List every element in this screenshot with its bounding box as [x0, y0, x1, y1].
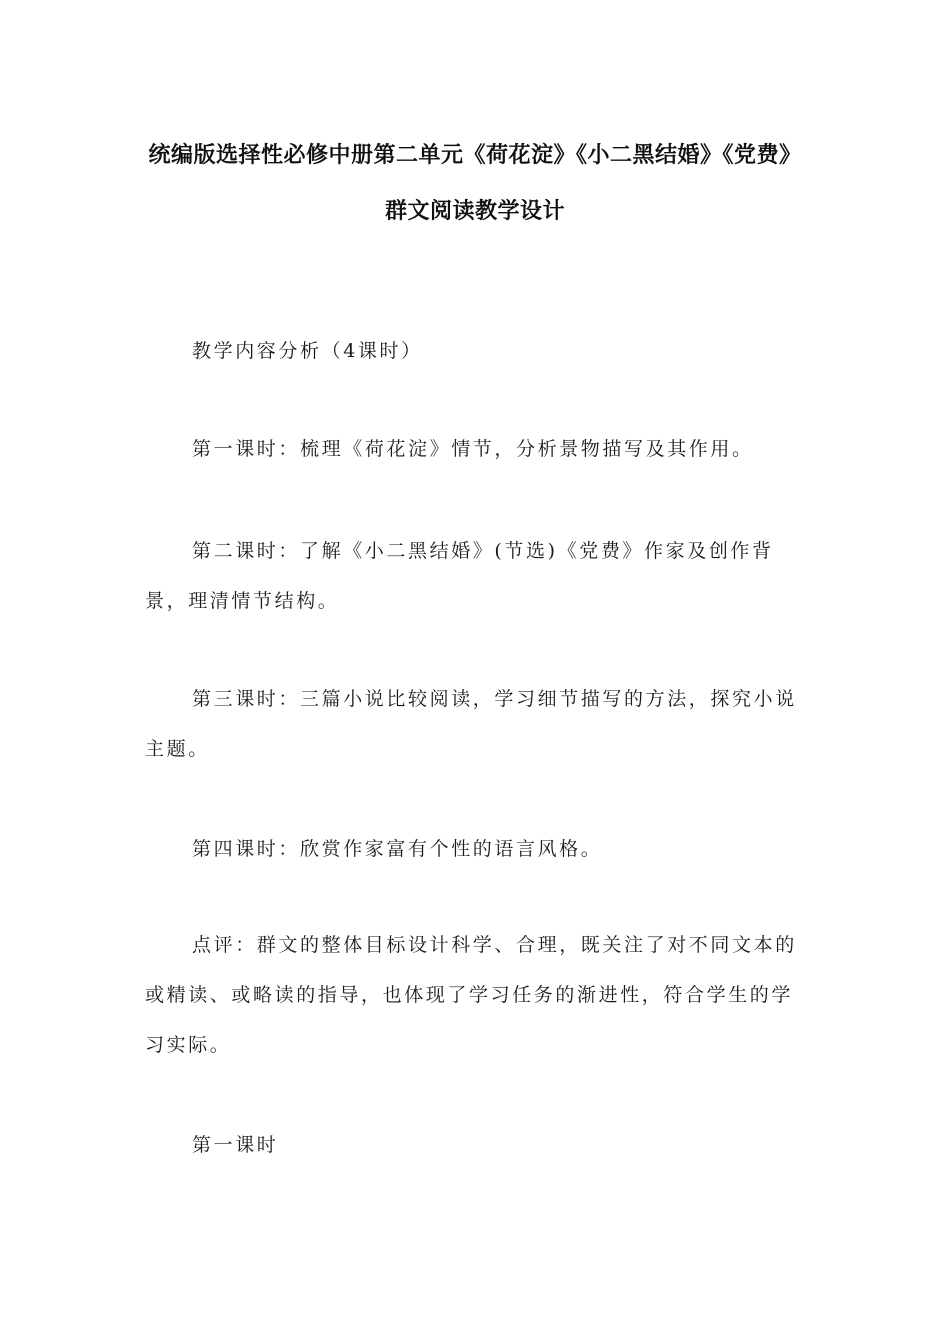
paragraph-content-analysis: 教学内容分析（4课时） — [192, 340, 423, 362]
paragraph-lesson-3: 第三课时：三篇小说比较阅读，学习细节描写的方法，探究小说主题。 — [145, 688, 797, 760]
paragraph-lesson-1: 第一课时：梳理《荷花淀》情节，分析景物描写及其作用。 — [192, 438, 754, 460]
paragraph-comment: 点评：群文的整体目标设计科学、合理，既关注了对不同文本的或精读、或略读的指导，也体现了学习任务的渐进性，符合学生的学习实际。 — [145, 934, 797, 1056]
section-heading-lesson-1: 第一课时 — [192, 1134, 279, 1156]
paragraph-lesson-2: 第二课时：了解《小二黑结婚》(节选)《党费》作家及创作背景，理清情节结构。 — [145, 540, 774, 612]
paragraph-lesson-4: 第四课时：欣赏作家富有个性的语言风格。 — [192, 838, 603, 860]
document-title: 统编版选择性必修中册第二单元《荷花淀》《小二黑结婚》《党费》群文阅读教学设计 — [148, 143, 802, 224]
